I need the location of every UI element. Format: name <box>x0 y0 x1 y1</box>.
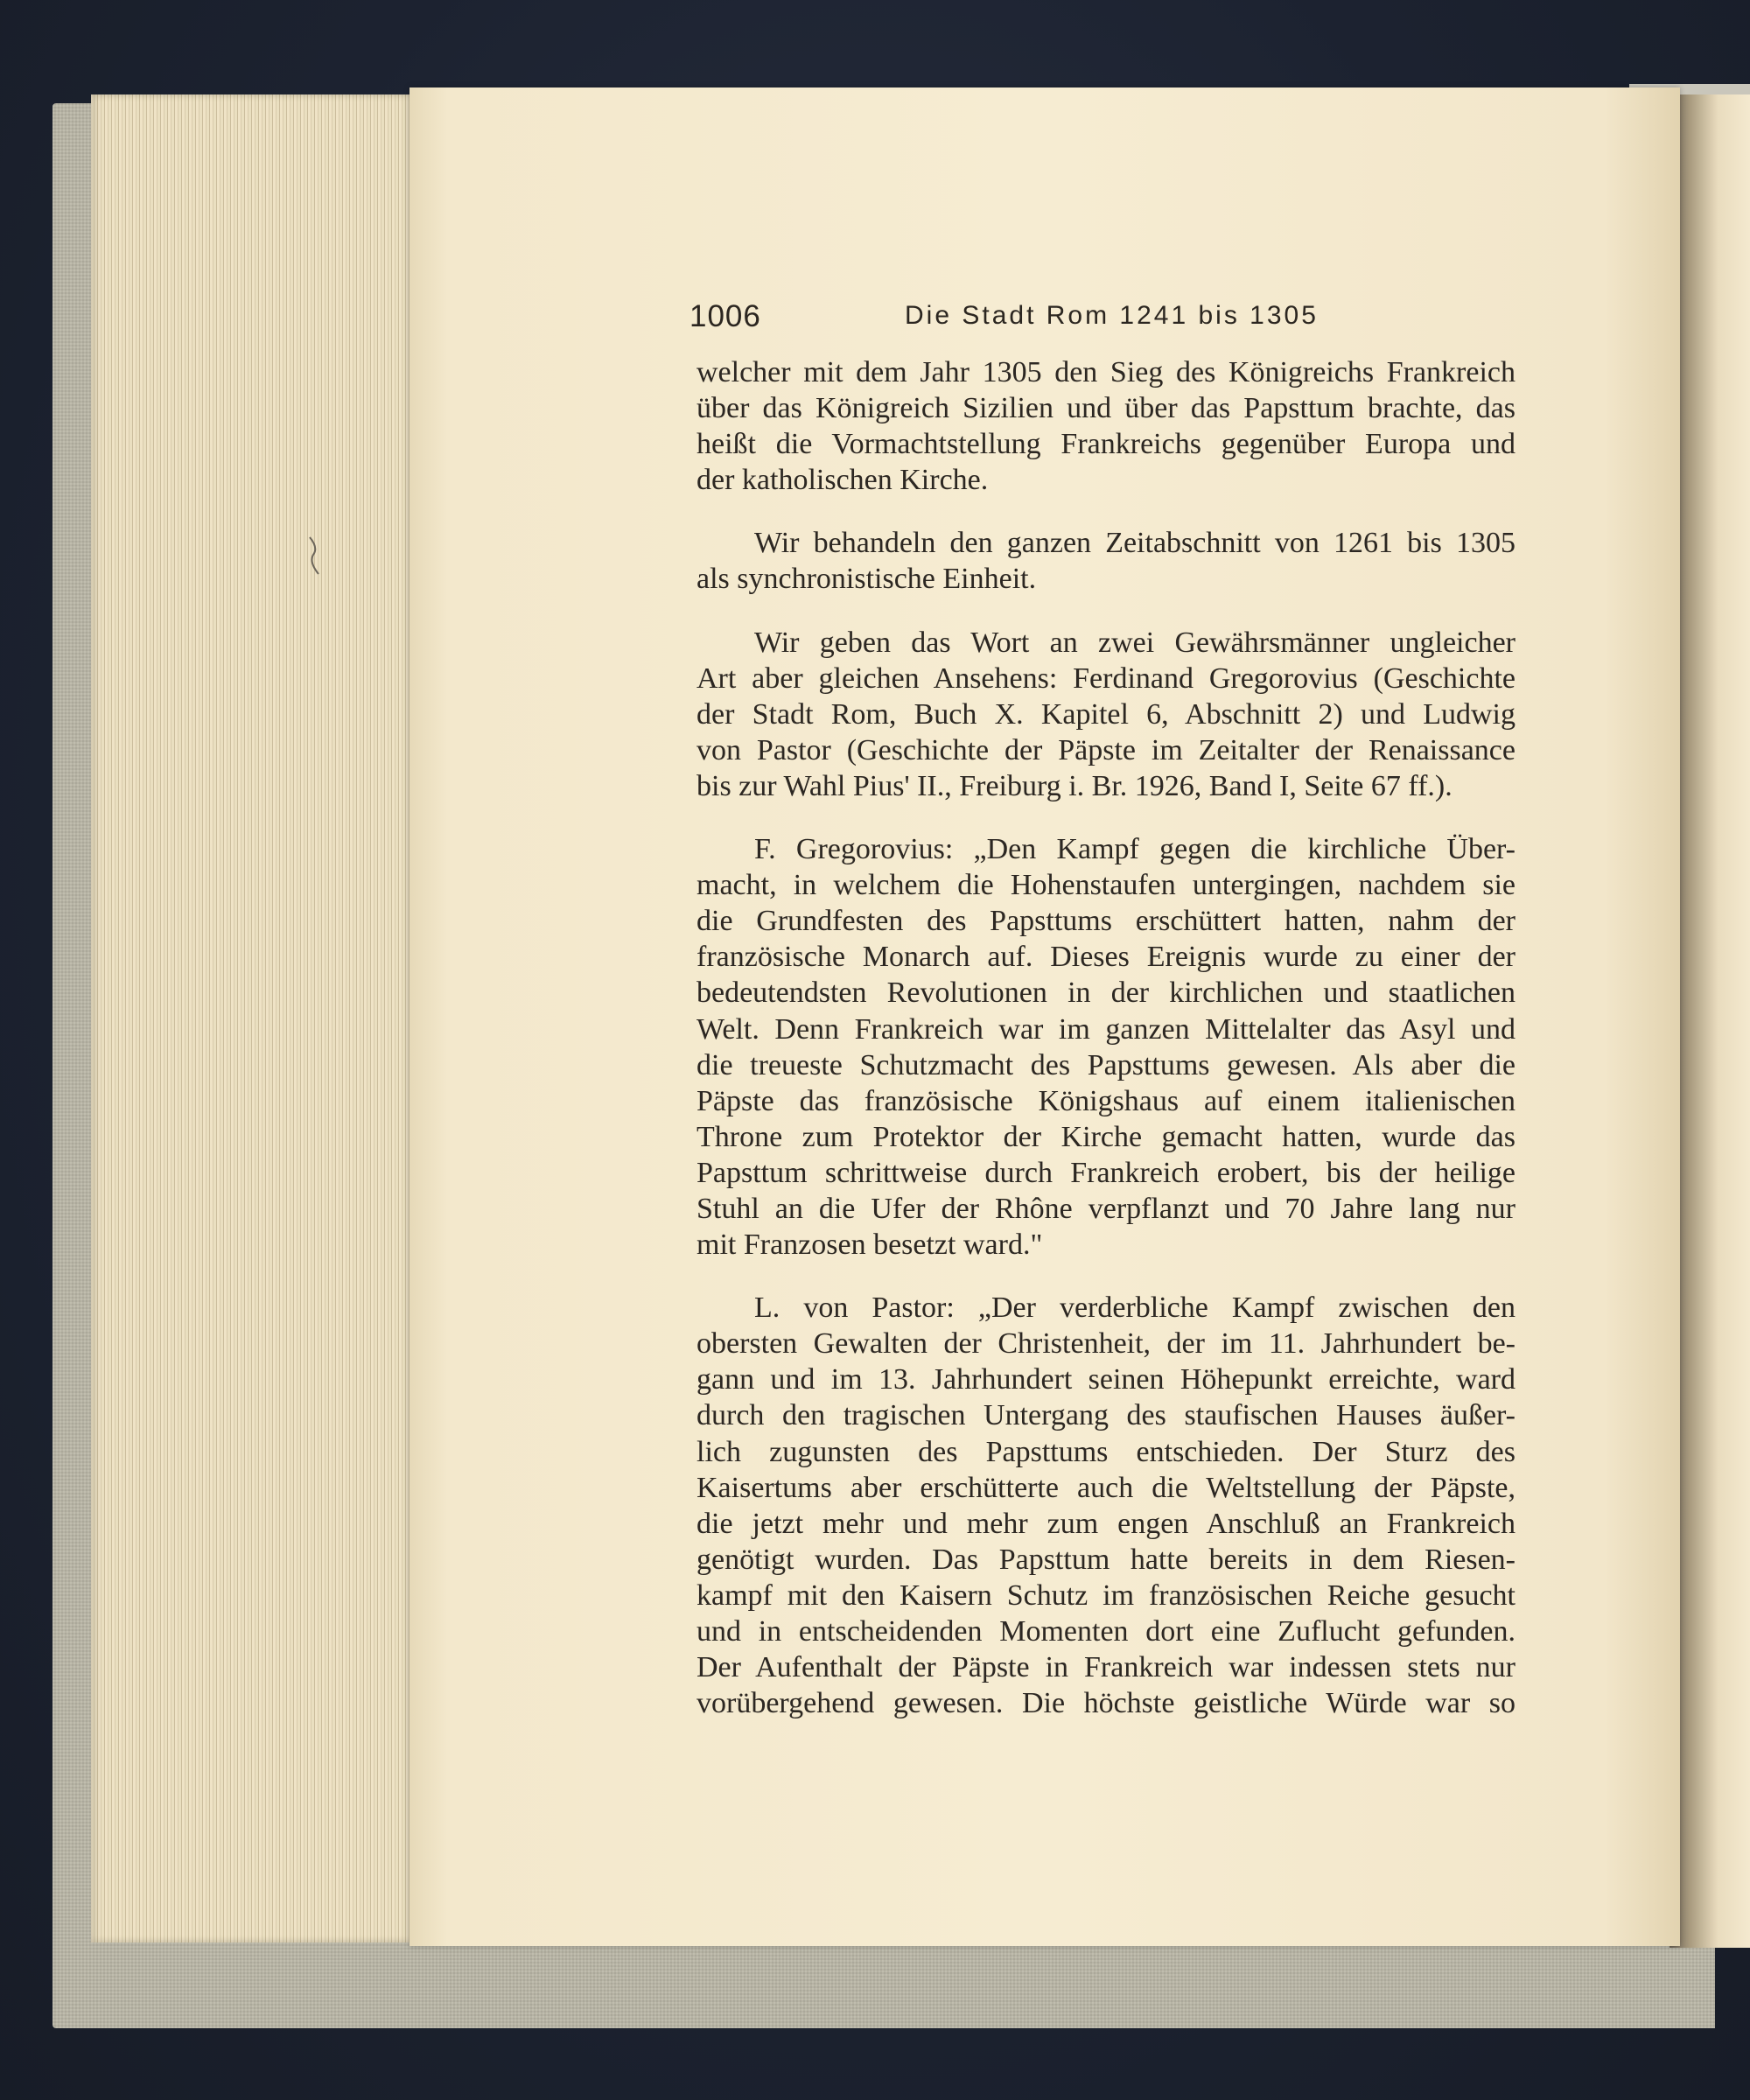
text-line: durch den tragischen Untergang des staufischen Hauses äußer- <box>696 1399 1516 1432</box>
paragraph <box>696 1290 1516 1721</box>
text-line: vorübergehend gewesen. Die höchste geistliche Würde war so <box>696 1687 1516 1720</box>
text-line: bis zur Wahl Pius' II., Freiburg i. Br. 1926, Band I, Seite 67 ff.). <box>696 769 1452 802</box>
text-line: französische Monarch auf. Dieses Ereignis wurde zu einer der <box>696 941 1516 974</box>
text-line: die Grundfesten des Papsttums erschüttert hatten, nahm der <box>696 905 1516 938</box>
paragraph <box>696 831 1516 1263</box>
text-line: die treueste Schutzmacht des Papsttums gewesen. Als aber die <box>696 1048 1516 1082</box>
text-line: F. Gregorovius: „Den Kampf gegen die kirchliche Über- <box>754 833 1516 866</box>
text-line: Welt. Denn Frankreich war im ganzen Mittelalter das Asyl und <box>696 1012 1516 1046</box>
text-line: L. von Pastor: „Der verderbliche Kampf zwischen den <box>754 1292 1516 1325</box>
text-line: bedeutendsten Revolutionen in der kirchlichen und staatlichen <box>696 976 1516 1010</box>
text-line: die jetzt mehr und mehr zum engen Anschluß an Frankreich <box>696 1507 1516 1540</box>
text-line: macht, in welchem die Hohenstaufen untergingen, nachdem sie <box>696 869 1516 902</box>
page-number: 1006 <box>690 299 761 333</box>
text-line: Throne zum Protektor der Kirche gemacht hatten, wurde das <box>696 1120 1516 1153</box>
text-line: lich zugunsten des Papsttums entschieden. Der Sturz des <box>696 1435 1516 1468</box>
text-line: von Pastor (Geschichte der Päpste im Zeitalter der Renaissance <box>696 733 1516 766</box>
paragraph <box>696 625 1516 804</box>
paragraph <box>696 525 1516 597</box>
text-line: der Stadt Rom, Buch X. Kapitel 6, Abschnitt 2) und Ludwig <box>696 697 1516 731</box>
body-text <box>696 354 1516 1748</box>
text-line: Päpste das französische Königshaus auf einem italienischen <box>696 1084 1516 1117</box>
text-line: gann und im 13. Jahrhundert seinen Höhepunkt erreichte, ward <box>696 1363 1516 1396</box>
text-line: und in entscheidenden Momenten dort eine Zuflucht gefunden. <box>696 1615 1516 1648</box>
text-line: Stuhl an die Ufer der Rhône verpflanzt und 70 Jahre lang nur <box>696 1192 1516 1225</box>
running-head <box>690 299 1503 343</box>
page-edges-stack <box>91 94 415 1942</box>
text-line: über das Königreich Sizilien und über das Papsttum brachte, das <box>696 392 1516 425</box>
text-line: Der Aufenthalt der Päpste in Frankreich war indessen stets nur <box>696 1651 1516 1684</box>
text-line: obersten Gewalten der Christenheit, der im 11. Jahrhundert be- <box>696 1327 1516 1361</box>
text-line: Wir geben das Wort an zwei Gewährsmänner ungleicher <box>754 626 1516 659</box>
text-line: Papsttum schrittweise durch Frankreich erobert, bis der heilige <box>696 1156 1516 1189</box>
text-line: als synchronistische Einheit. <box>696 563 1037 596</box>
text-line: genötigt wurden. Das Papsttum hatte bereits in dem Riesen- <box>696 1543 1516 1576</box>
text-line: heißt die Vormachtstellung Frankreichs gegenüber Europa und <box>696 428 1516 461</box>
text-line: Kaisertums aber erschütterte auch die Weltstellung der Päpste, <box>696 1471 1516 1504</box>
text-line: der katholischen Kirche. <box>696 464 989 497</box>
paragraph <box>696 354 1516 498</box>
text-line: Wir behandeln den ganzen Zeitabschnitt von 1261 bis 1305 <box>754 527 1516 560</box>
text-line: welcher mit dem Jahr 1305 den Sieg des Königreichs Frankreich <box>696 356 1516 388</box>
running-title: Die Stadt Rom 1241 bis 1305 <box>905 301 1319 330</box>
book-gutter <box>1670 84 1750 1948</box>
pencil-margin-mark <box>306 536 329 578</box>
text-line: Art aber gleichen Ansehens: Ferdinand Gregorovius (Geschichte <box>696 662 1516 695</box>
text-line: kampf mit den Kaisern Schutz im französischen Reiche gesucht <box>696 1578 1516 1612</box>
text-line: mit Franzosen besetzt ward." <box>696 1228 1043 1262</box>
